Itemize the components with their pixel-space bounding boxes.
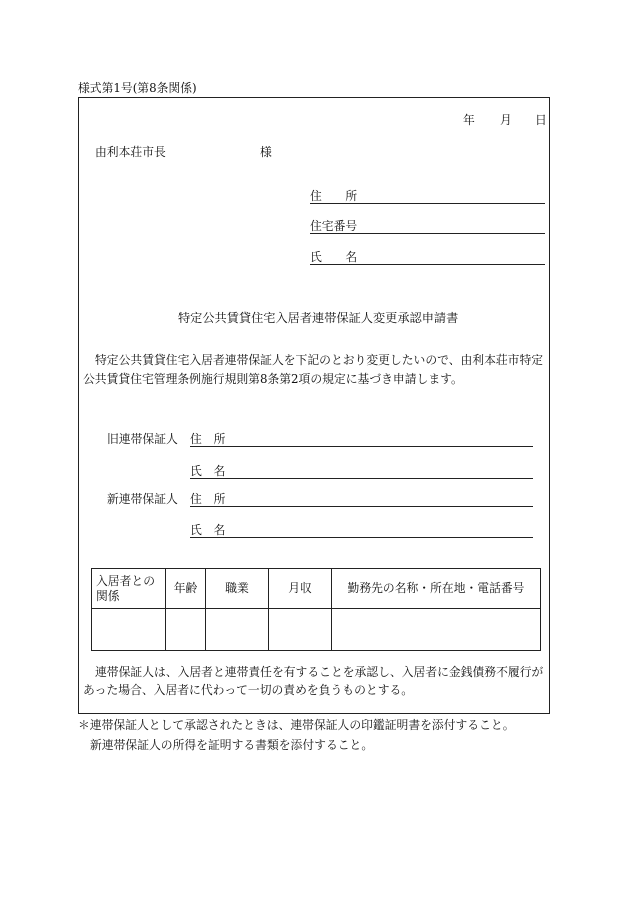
cell-monthly-income	[269, 609, 332, 651]
addressee-name: 由利本荘市長	[95, 145, 166, 159]
new-guarantor-address-field	[190, 492, 533, 507]
cell-age	[166, 609, 206, 651]
pledge-line-1: 連帯保証人は、入居者と連帯責任を有することを承認し、入居者に金銭債務不履行が	[95, 665, 544, 679]
document-title: 特定公共賃貸住宅入居者連帯保証人変更承認申請書	[178, 311, 459, 325]
applicant-name-field	[310, 250, 545, 265]
header-relationship: 入居者との 関係	[92, 569, 166, 609]
applicant-housing-number-label: 住宅番号	[310, 219, 358, 233]
pledge-line-2: あった場合、入居者に代わって一切の責めを負うものとする。	[83, 683, 414, 697]
header-age: 年齢	[166, 569, 206, 609]
cell-occupation	[206, 609, 269, 651]
date-year-label: 年	[463, 113, 475, 127]
header-monthly-income: 月収	[269, 569, 332, 609]
addressee-honorific: 様	[260, 145, 272, 159]
body-line-2: 公共賃貸住宅管理条例施行規則第8条第2項の規定に基づき申請します。	[83, 372, 463, 386]
old-guarantor-label: 旧連帯保証人	[107, 432, 178, 446]
new-guarantor-name-field	[190, 523, 533, 538]
old-guarantor-name-label: 氏 名	[190, 464, 226, 478]
new-guarantor-label: 新連帯保証人	[107, 492, 178, 506]
note-2: 新連帯保証人の所得を証明する書類を添付すること。	[90, 738, 374, 752]
applicant-housing-number-field	[310, 219, 545, 234]
new-guarantor-address-label: 住 所	[190, 492, 226, 506]
old-guarantor-name-field	[190, 464, 533, 479]
date-day-label: 日	[535, 113, 547, 127]
header-employer: 勤務先の名称・所在地・電話番号	[332, 569, 541, 609]
applicant-address-field	[310, 189, 545, 204]
table-row	[92, 609, 541, 651]
new-guarantor-name-label: 氏 名	[190, 523, 226, 537]
table-header-row	[92, 569, 541, 609]
header-occupation: 職業	[206, 569, 269, 609]
note-1: ＊連帯保証人として承認されたときは、連帯保証人の印鑑証明書を添付すること。	[78, 718, 515, 732]
cell-employer	[332, 609, 541, 651]
guarantor-info-table	[91, 568, 541, 651]
cell-relationship	[92, 609, 166, 651]
applicant-address-label: 住 所	[310, 189, 358, 203]
old-guarantor-address-field	[190, 432, 533, 447]
date-month-label: 月	[500, 113, 512, 127]
old-guarantor-address-label: 住 所	[190, 432, 226, 446]
body-line-1: 特定公共賃貸住宅入居者連帯保証人を下記のとおり変更したいので、由利本荘市特定	[95, 353, 544, 367]
form-number: 様式第1号(第8条関係)	[78, 81, 197, 95]
applicant-name-label: 氏 名	[310, 250, 358, 264]
